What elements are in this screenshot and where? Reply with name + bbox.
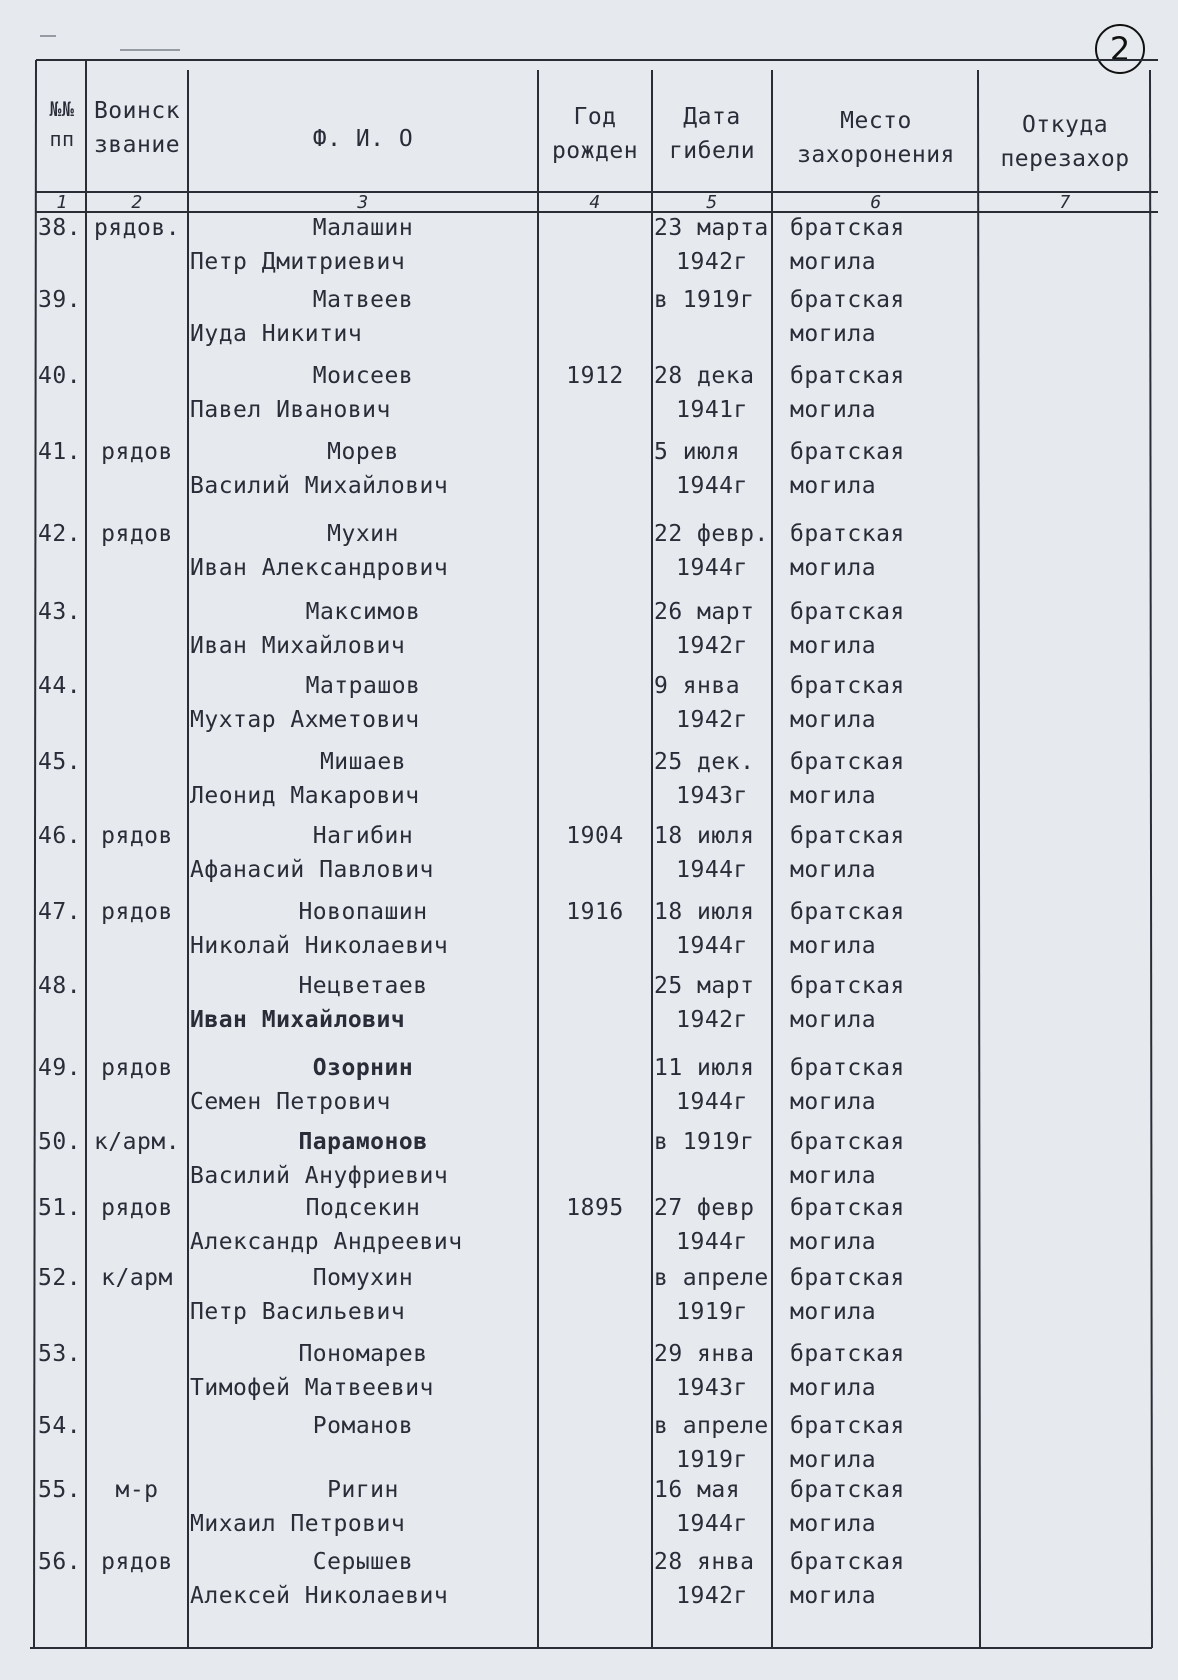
- cell-num: 47.: [38, 899, 82, 925]
- cell-surname: Пономарев: [298, 1341, 428, 1367]
- cell-burial2: могила: [790, 473, 877, 499]
- col-index-6: 6: [870, 192, 882, 213]
- cell-given: Афанасий Павлович: [190, 857, 434, 883]
- cell-death2: 1942г: [676, 633, 748, 659]
- cell-burial1: братская: [790, 823, 905, 849]
- cell-death2: 1944г: [676, 1089, 748, 1115]
- cell-death2: 1944г: [676, 473, 748, 499]
- cell-burial2: могила: [790, 1163, 877, 1189]
- cell-surname: Матрашов: [305, 673, 421, 699]
- page-number: 2: [1095, 24, 1145, 74]
- header-rank: Воинск звание: [93, 98, 181, 158]
- cell-death2: 1919г: [676, 1447, 748, 1473]
- cell-death1: 28 дека: [654, 363, 755, 389]
- cell-burial1: братская: [790, 1477, 905, 1503]
- cell-num: 42.: [38, 521, 82, 547]
- cell-given: Николай Николаевич: [190, 933, 449, 959]
- cell-burial2: могила: [790, 857, 877, 883]
- header-name: Ф. И. О: [312, 126, 414, 152]
- cell-num: 50.: [38, 1129, 82, 1155]
- cell-given: Иван Михайлович: [190, 633, 406, 659]
- cell-num: 38.: [38, 215, 82, 241]
- cell-death1: 11 июля: [654, 1055, 755, 1081]
- cell-burial2: могила: [790, 707, 877, 733]
- header-origin: Откуда перезахор: [1000, 112, 1130, 172]
- cell-death1: 18 июля: [654, 899, 755, 925]
- cell-death1: 22 февр.: [654, 521, 769, 547]
- cell-surname: Моисеев: [312, 363, 414, 389]
- cell-death1: 28 янва: [654, 1549, 755, 1575]
- cell-given: Александр Андреевич: [190, 1229, 463, 1255]
- cell-death2: 1944г: [676, 933, 748, 959]
- cell-burial1: братская: [790, 973, 905, 999]
- cell-death1: 18 июля: [654, 823, 755, 849]
- cell-burial1: братская: [790, 363, 905, 389]
- cell-given: Тимофей Матвеевич: [190, 1375, 434, 1401]
- cell-burial2: могила: [790, 321, 877, 347]
- cell-given: Михаил Петрович: [190, 1511, 406, 1537]
- cell-surname: Озорнин: [312, 1055, 414, 1081]
- header-born: Год рожден: [551, 104, 639, 164]
- col-index-5: 5: [706, 192, 718, 213]
- header-burial: Место захоронения: [797, 108, 955, 168]
- cell-num: 53.: [38, 1341, 82, 1367]
- cell-rank: рядов: [101, 1195, 173, 1221]
- cell-surname: Максимов: [305, 599, 421, 625]
- cell-given: Петр Васильевич: [190, 1299, 406, 1325]
- cell-burial1: братская: [790, 1129, 905, 1155]
- cell-num: 51.: [38, 1195, 82, 1221]
- cell-death1: в апреле: [654, 1265, 769, 1291]
- cell-death1: в 1919г: [654, 1129, 755, 1155]
- cell-given: Иван Александрович: [190, 555, 449, 581]
- cell-death2: 1944г: [676, 1511, 748, 1537]
- cell-given: Иуда Никитич: [190, 321, 363, 347]
- cell-rank: рядов: [101, 1549, 173, 1575]
- cell-num: 52.: [38, 1265, 82, 1291]
- cell-num: 45.: [38, 749, 82, 775]
- cell-given: Алексей Николаевич: [190, 1583, 449, 1609]
- cell-burial2: могила: [790, 933, 877, 959]
- cell-burial1: братская: [790, 1055, 905, 1081]
- cell-given: Мухтар Ахметович: [190, 707, 420, 733]
- cell-rank: рядов: [101, 1055, 173, 1081]
- cell-death2: 1944г: [676, 1229, 748, 1255]
- cell-death1: 23 марта: [654, 215, 769, 241]
- cell-num: 40.: [38, 363, 82, 389]
- cell-burial2: могила: [790, 633, 877, 659]
- cell-burial1: братская: [790, 439, 905, 465]
- cell-death1: 16 мая: [654, 1477, 741, 1503]
- cell-surname: Романов: [312, 1413, 414, 1439]
- cell-death2: 1944г: [676, 555, 748, 581]
- cell-burial1: братская: [790, 521, 905, 547]
- cell-burial2: могила: [790, 783, 877, 809]
- cell-burial2: могила: [790, 1089, 877, 1115]
- cell-surname: Новопашин: [298, 899, 428, 925]
- cell-death2: 1941г: [676, 397, 748, 423]
- cell-surname: Нагибин: [312, 823, 414, 849]
- cell-surname: Мухин: [327, 521, 399, 547]
- cell-burial1: братская: [790, 673, 905, 699]
- cell-burial2: могила: [790, 1447, 877, 1473]
- cell-rank: рядов.: [93, 215, 181, 241]
- cell-surname: Помухин: [312, 1265, 414, 1291]
- cell-death1: 27 февр: [654, 1195, 755, 1221]
- cell-death1: 9 янва: [654, 673, 741, 699]
- header-num: №№ пп: [49, 97, 75, 151]
- cell-surname: Ригин: [327, 1477, 399, 1503]
- cell-burial1: братская: [790, 1549, 905, 1575]
- cell-death1: 29 янва: [654, 1341, 755, 1367]
- cell-death1: 25 март: [654, 973, 755, 999]
- cell-death2: 1944г: [676, 857, 748, 883]
- cell-burial1: братская: [790, 1341, 905, 1367]
- cell-death2: 1943г: [676, 1375, 748, 1401]
- cell-num: 55.: [38, 1477, 82, 1503]
- cell-burial1: братская: [790, 899, 905, 925]
- cell-surname: Малашин: [312, 215, 414, 241]
- cell-rank: к/арм.: [93, 1129, 181, 1155]
- cell-rank: рядов: [101, 823, 173, 849]
- cell-burial1: братская: [790, 749, 905, 775]
- cell-burial2: могила: [790, 397, 877, 423]
- cell-death1: 26 март: [654, 599, 755, 625]
- cell-surname: Морев: [327, 439, 399, 465]
- cell-rank: м-р: [115, 1477, 159, 1503]
- cell-rank: рядов: [101, 521, 173, 547]
- cell-surname: Матвеев: [312, 287, 414, 313]
- cell-death2: 1942г: [676, 249, 748, 275]
- cell-given: Иван Михайлович: [190, 1007, 406, 1033]
- col-index-3: 3: [357, 192, 369, 213]
- cell-given: Леонид Макарович: [190, 783, 420, 809]
- cell-burial2: могила: [790, 1511, 877, 1537]
- cell-num: 44.: [38, 673, 82, 699]
- cell-burial2: могила: [790, 1583, 877, 1609]
- cell-death2: 1943г: [676, 783, 748, 809]
- col-index-4: 4: [589, 192, 601, 213]
- cell-num: 48.: [38, 973, 82, 999]
- cell-given: Семен Петрович: [190, 1089, 391, 1115]
- cell-burial2: могила: [790, 249, 877, 275]
- cell-num: 49.: [38, 1055, 82, 1081]
- cell-surname: Подсекин: [305, 1195, 421, 1221]
- cell-rank: рядов: [101, 439, 173, 465]
- header-death: Дата гибели: [668, 104, 756, 164]
- cell-given: Павел Иванович: [190, 397, 391, 423]
- cell-num: 56.: [38, 1549, 82, 1575]
- cell-death2: 1942г: [676, 1007, 748, 1033]
- cell-burial2: могила: [790, 1229, 877, 1255]
- cell-given: Василий Михайлович: [190, 473, 449, 499]
- cell-rank: к/арм: [101, 1265, 173, 1291]
- cell-burial1: братская: [790, 1413, 905, 1439]
- cell-death1: 5 июля: [654, 439, 741, 465]
- col-index-1: 1: [56, 192, 68, 213]
- cell-burial2: могила: [790, 1375, 877, 1401]
- cell-death2: 1919г: [676, 1299, 748, 1325]
- cell-burial1: братская: [790, 215, 905, 241]
- cell-death1: в 1919г: [654, 287, 755, 313]
- cell-num: 41.: [38, 439, 82, 465]
- cell-surname: Нецветаев: [298, 973, 428, 999]
- cell-burial1: братская: [790, 287, 905, 313]
- col-index-2: 2: [131, 192, 143, 213]
- cell-death1: в апреле: [654, 1413, 769, 1439]
- col-index-7: 7: [1059, 192, 1071, 213]
- cell-born: 1904: [566, 823, 624, 849]
- cell-death2: 1942г: [676, 1583, 748, 1609]
- cell-burial2: могила: [790, 555, 877, 581]
- cell-burial2: могила: [790, 1007, 877, 1033]
- cell-burial1: братская: [790, 599, 905, 625]
- cell-burial1: братская: [790, 1265, 905, 1291]
- cell-num: 39.: [38, 287, 82, 313]
- cell-num: 54.: [38, 1413, 82, 1439]
- cell-given: Петр Дмитриевич: [190, 249, 406, 275]
- cell-surname: Серышев: [312, 1549, 414, 1575]
- cell-given: Василий Ануфриевич: [190, 1163, 449, 1189]
- cell-born: 1912: [566, 363, 624, 389]
- cell-rank: рядов: [101, 899, 173, 925]
- cell-born: 1916: [566, 899, 624, 925]
- cell-death1: 25 дек.: [654, 749, 755, 775]
- cell-surname: Мишаев: [319, 749, 407, 775]
- cell-num: 46.: [38, 823, 82, 849]
- cell-death2: 1942г: [676, 707, 748, 733]
- cell-surname: Парамонов: [298, 1129, 428, 1155]
- cell-born: 1895: [566, 1195, 624, 1221]
- cell-burial1: братская: [790, 1195, 905, 1221]
- cell-num: 43.: [38, 599, 82, 625]
- cell-burial2: могила: [790, 1299, 877, 1325]
